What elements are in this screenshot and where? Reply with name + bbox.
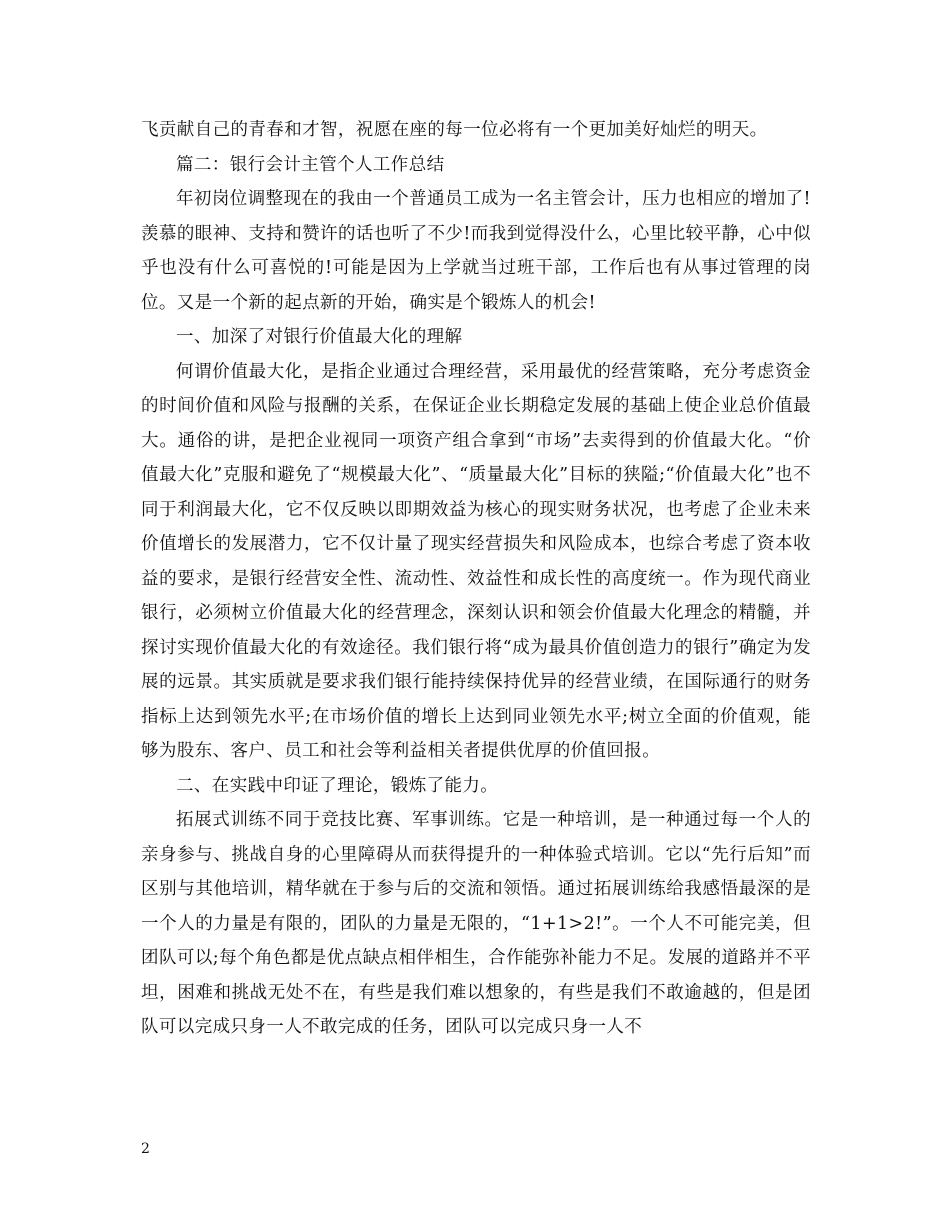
paragraph-3: 年初岗位调整现在的我由一个普通员工成为一名主管会计，压力也相应的增加了!羡慕的眼神、支持和赞许的话也听了不少!而我到觉得没什么，心里比较平静，心中似乎也没有什么可喜悦的!可能是因为上学就当过班干部，工作后也有从事过管理的岗位。又是一个新的起点新的开始，确实是个锻炼人的机会!: [141, 189, 811, 313]
paragraph-5: 何谓价值最大化，是指企业通过合理经营，采用最优的经营策略，充分考虑资金的时间价值和风险与报酬的关系，在保证企业长期稳定发展的基础上使企业总价值最大。通俗的讲，是把企业视同一项资产组合拿到“市场”去卖得到的价值最大化。“价值最大化”克服和避免了“规模最大化”、“质量最大化”目标的狭隘;“价值最大化”也不同于利润最大化，它不仅反映以即期效益为核心的现实财务状况，也考虑了企业未来价值增长的发展潜力，它不仅计量了现实经营损失和风险成本，也综合考虑了资本收益的要求，是银行经营安全性、流动性、效益性和成长性的高度统一。作为现代商业银行，必须树立价值最大化的经营理念，深刻认识和领会价值最大化理念的精髓，并探讨实现价值最大化的有效途径。我们银行将“成为最具价值创造力的银行”确定为发展的远景。其实质就是要求我们银行能持续保持优异的经营业绩，在国际通行的财务指标上达到领先水平;在市场价值的增长上达到同业领先水平;树立全面的价值观，能够为股东、客户、员工和社会等利益相关者提供优厚的价值回报。: [141, 361, 811, 761]
page-number: 2: [141, 1141, 150, 1157]
paragraph-1: 飞贡献自己的青春和才智，祝愿在座的每一位必将有一个更加美好灿烂的明天。: [141, 120, 768, 140]
section-heading-4: 一、加深了对银行价值最大化的理解: [176, 327, 463, 347]
document-body: [141, 113, 811, 1045]
paragraph-7: 拓展式训练不同于竞技比赛、军事训练。它是一种培训，是一种通过每一个人的亲身参与、挑战自身的心里障碍从而获得提升的一种体验式培训。它以“先行后知”而区别与其他培训，精华就在于参与后的交流和领悟。通过拓展训练给我感悟最深的是一个人的力量是有限的，团队的力量是无限的，“1+1>2!”。一个人不可能完美，但团队可以;每个角色都是优点缺点相伴相生，合作能弥补能力不足。发展的道路并不平坦，困难和挑战无处不在，有些是我们难以想象的，有些是我们不敢逾越的，但是团队可以完成只身一人不敢完成的任务，团队可以完成只身一人不: [141, 810, 811, 1037]
section-heading-6: 二、在实践中印证了理论，锻炼了能力。: [176, 775, 499, 796]
section-heading-2: 篇二：银行会计主管个人工作总结: [176, 154, 445, 175]
